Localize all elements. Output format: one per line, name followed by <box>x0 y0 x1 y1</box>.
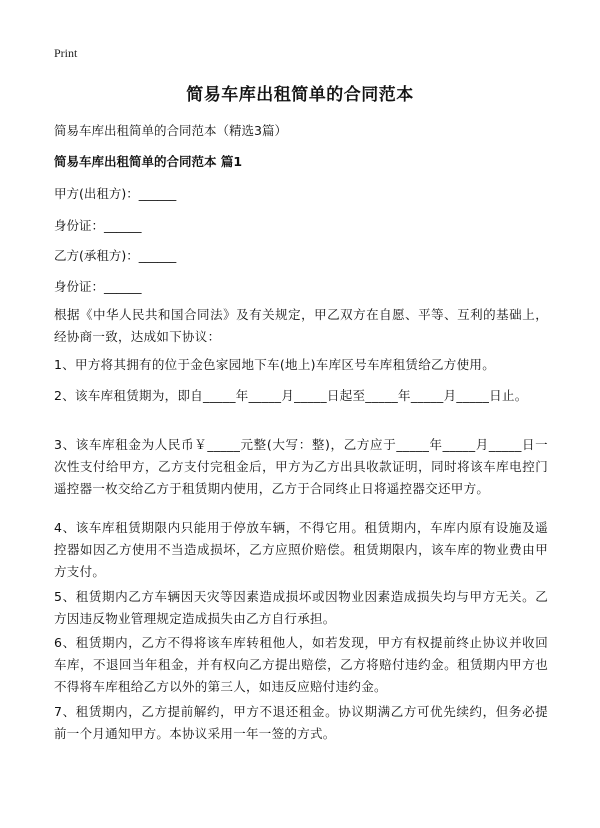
clause-1: 1、甲方将其拥有的位于金色家园地下车(地上)车库区号车库租赁给乙方使用。 <box>54 357 496 372</box>
clause-4: 4、该车库租赁期限内只能用于停放车辆，不得它用。租赁期内，车库内原有设施及遥控器如因乙方使用不当造成损坏，乙方应照价赔偿。租赁期限内，该车库的物业费由甲方支付。 <box>54 520 548 579</box>
clause-7: 7、租赁期内，乙方提前解约，甲方不退还租金。协议期满乙方可优先续约，但务必提前一个月通知甲方。本协议采用一年一签的方式。 <box>54 704 548 741</box>
party-b-field: 乙方(承租方)：______ <box>54 248 177 263</box>
section-heading: 简易车库出租简单的合同范本 篇1 <box>54 154 243 169</box>
party-a-field: 甲方(出租方)：______ <box>54 186 177 201</box>
print-label: Print <box>54 46 78 60</box>
clause-3: 3、该车库租金为人民币￥_____元整(大写：整)，乙方应于_____年_____月_____日一次性支付给甲方，乙方支付完租金后，甲方为乙方出具收款证明，同时将该车库电控门遥控器一枚交给乙方于租赁期内使用，乙方于合同终止日将遥控器交还甲方。 <box>54 437 548 496</box>
id-b-field: 身份证：______ <box>54 279 142 294</box>
id-a-field: 身份证：______ <box>54 218 142 233</box>
clause-5: 5、租赁期内乙方车辆因天灾等因素造成损坏或因物业因素造成损失均与甲方无关。乙方因违反物业管理规定造成损失由乙方自行承担。 <box>54 589 548 626</box>
clause-2: 2、该车库租赁期为，即自_____年_____月_____日起至_____年_____月_____日止。 <box>54 388 528 403</box>
document-subtitle: 简易车库出租简单的合同范本（精选3篇） <box>54 123 287 138</box>
intro-paragraph: 根据《中华人民共和国合同法》及有关规定，甲乙双方在自愿、平等、互利的基础上，经协商一致，达成如下协议： <box>54 307 548 344</box>
clause-6: 6、租赁期内，乙方不得将该车库转租他人，如若发现，甲方有权提前终止协议并收回车库，不退回当年租金，并有权向乙方提出赔偿，乙方将赔付违约金。租赁期内甲方也不得将车库租给乙方以外的第三人，如违反应赔付违约金。 <box>54 635 548 694</box>
document-title: 简易车库出租简单的合同范本 <box>186 85 414 105</box>
